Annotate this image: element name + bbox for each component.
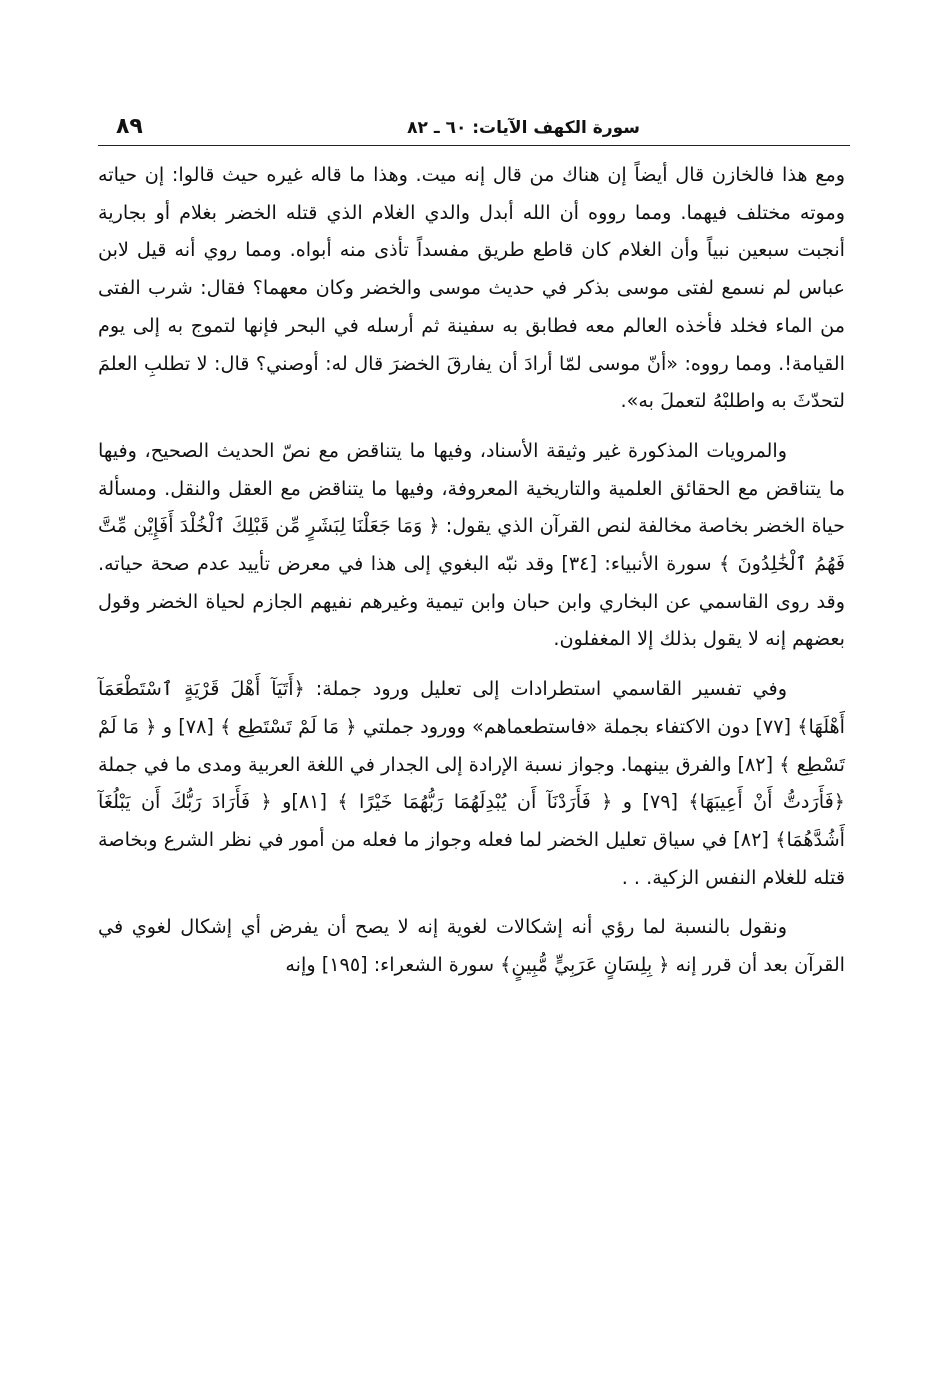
running-title: سورة الكهف الآيات: ٦٠ ـ ٨٢ xyxy=(407,118,640,138)
paragraph-3: وفي تفسير القاسمي استطرادات إلى تعليل ورود جملة: ﴿أَتَيَآ أَهْلَ قَرْيَةٍ ٱسْتَطْعَمَآ أَهْلَهَا﴾ [٧٧] دون الاكتفاء بجملة «فاستطعماهم» وورود جملتي ﴿ مَا لَمْ تَسْتَطِع ﴾ [٧٨] و ﴿ مَا لَمْ تَسْطِع ﴾ [٨٢] والفرق بينهما. وجواز نسبة الإرادة إلى الجدار في اللغة العربية ومدى ما في جملة ﴿فَأَرَدتُّ أَنْ أَعِيبَهَا﴾ [٧٩] و ﴿ فَأَرَدْنَآ أَن يُبْدِلَهُمَا رَبُّهُمَا خَيْرًا ﴾ [٨١]و ﴿ فَأَرَادَ رَبُّكَ أَن يَبْلُغَآ أَشُدَّهُمَا﴾ [٨٢] في سياق تعليل الخضر لما فعله وجواز ما فعله من أمور في نظر الشرع وبخاصة قتله للغلام النفس الزكية. . . xyxy=(98,677,845,889)
paragraph-1: ومع هذا فالخازن قال أيضاً إن هناك من قال إنه ميت. وهذا ما قاله غيره حيث قالوا: إن حياته وموته مختلف فيهما. ومما رووه أن الله أبدل والدي الغلام الذي قتله الخضر بغلام أو بجارية أنجبت سبعين نبياً وأن الغلام كان قاطع طريق مفسداً تأذى منه أبواه. ومما روي أنه قيل لابن عباس لم نسمع لفتى موسى بذكر في حديث موسى والخضر وكان معهما؟ فقال: شرب الفتى من الماء فخلد فأخذه العالم معه فطابق به سفينة ثم أرسله في البحر فإنها لتموج به إلى يوم القيامة!. ومما رووه: «أنّ موسى لمّا أرادَ أن يفارقَ الخضرَ قال له: أوصني؟ قال: لا تطلبِ العلمَ لتحدّثَ به واطلبْهُ لتعملَ به». xyxy=(98,163,845,413)
paragraph-2: والمرويات المذكورة غير وثيقة الأسناد، وفيها ما يتناقض مع نصّ الحديث الصحيح، وفيها ما يتناقض مع الحقائق العلمية والتاريخية المعروفة، وفيها ما يتناقض مع العقل والنقل. ومسألة حياة الخضر بخاصة مخالفة لنص القرآن الذي يقول: ﴿ وَمَا جَعَلْنَا لِبَشَرٍ مِّن قَبْلِكَ ٱلْخُلْدَ أَفَإِيْن مِّتَّ فَهُمُ ٱلْخَٰلِدُونَ ﴾ سورة الأنبياء: [٣٤] وقد نبّه البغوي إلى هذا في معرض تأييد عدم صحة حياته. وقد روى القاسمي عن البخاري وابن حبان وابن تيمية وغيرهم نفيهم الجازم لحياة الخضر وقول بعضهم إنه لا يقول بذلك إلا المغفلون. xyxy=(98,438,845,651)
header-rule xyxy=(98,145,850,146)
page-number: ٨٩ xyxy=(116,114,143,139)
page-header xyxy=(98,112,850,146)
paragraph-4: ونقول بالنسبة لما رؤي أنه إشكالات لغوية إنه لا يصح أن يفرض أي إشكال لغوي في القرآن بعد أن قرر إنه ﴿ بِلِسَانٍ عَرَبِيٍّ مُّبِينٍ﴾ سورة الشعراء: [١٩٥] وإنه xyxy=(98,915,845,977)
body-text xyxy=(98,156,845,984)
